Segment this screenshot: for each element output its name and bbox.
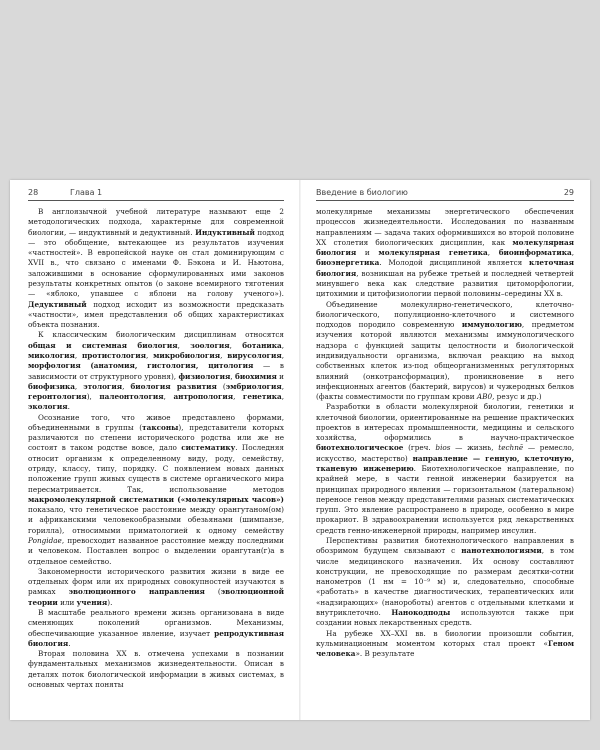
text-run: (греч. — [403, 443, 436, 453]
bold-term: экология — [28, 402, 68, 412]
text-run: Разработки в области молекулярной биологии, генетики и клеточной биологии, ориентированные на решение практических проектов в интересах промышленности, медицины и сельского хозяйства, оформились в научно-практическое — [316, 402, 574, 443]
text-run: — в зависимости от структурного уровня), — [28, 361, 284, 381]
bold-term: направление — генную, клеточную, тканевую инженерию — [316, 453, 574, 474]
text-run: . Молодой дисциплиной является — [379, 258, 530, 268]
right-page — [300, 180, 590, 720]
text-run: В англоязычной учебной литературе называют еще 2 методологических подхода, характерные для современной биологии, — индуктивный и дедуктивный. — [28, 207, 284, 237]
bold-term: эволюционной теории — [28, 587, 284, 607]
text-run: , превосходит названное расстояние между последними и человеком. Поставлен вопрос о выделении орангутан(г)а в отдельное семейство. — [28, 536, 284, 566]
text-run: или — [57, 597, 77, 607]
text-run: молекулярные механизмы энергетического обеспечения процессов жизнедеятельности. Исследования по названным направлениям — задача таких оформившихся во второй половине XX столетия биологических дисциплин, как — [316, 207, 574, 247]
bold-term: биохимия — [235, 371, 277, 381]
bold-term: Индуктивный — [195, 227, 255, 237]
text-run: — жизнь, — [450, 443, 499, 453]
bold-term: молекулярная генетика — [378, 248, 488, 258]
text-run: . Последняя относит организм к определенному виду, роду, семейству, отряду, классу, типу, порядку. С появлением новых данных положение групп живых существ в системе органического мира пересматривается. Так, использование методов — [28, 443, 285, 494]
text-run: и — [356, 248, 379, 258]
bold-term: генетика — [242, 392, 282, 402]
text-run: , резус и др.) — [492, 392, 542, 402]
paragraph — [316, 207, 574, 300]
text-run: Осознание того, что живое представлено формами, объединенными в группы ( — [28, 412, 284, 432]
bold-term: эмбриология — [225, 381, 282, 391]
text-run: В масштабе реального времени жизнь организована в виде сменяющих поколений организмов. Механизмы, обеспечивающие указанное явление, изучает — [28, 607, 284, 638]
bold-term: таксоны — [142, 422, 179, 432]
text-run: , — [74, 381, 84, 391]
left-page — [10, 180, 300, 720]
text-run: , — [571, 248, 575, 258]
bold-term: репродуктивная биология — [28, 628, 284, 648]
right-page-header — [316, 188, 574, 201]
text-run: Закономерности исторического развития жизни в виде ее отдельных форм или их природных совокупностей изучаются в рамках — [28, 566, 284, 597]
text-run: и — [276, 371, 285, 381]
italic-term: technē — [498, 443, 524, 453]
running-head: Введение в биологию — [316, 188, 408, 197]
text-run: ( — [216, 381, 226, 391]
text-run: , — [230, 371, 236, 381]
paragraph — [316, 629, 574, 660]
page-number: 29 — [563, 188, 574, 197]
italic-term: bios — [435, 443, 451, 453]
bold-term: нанотехнологиями — [461, 546, 542, 556]
bold-term: Нанокодподы — [391, 607, 451, 617]
text-run: ». В результате — [355, 649, 415, 659]
right-page-body — [316, 207, 574, 659]
text-run: , — [163, 392, 174, 402]
bold-term: геронтология — [28, 392, 87, 402]
text-run: подход исходит из возможности предсказать «частности», имея представления об общих характеристиках объекта познания. — [28, 299, 284, 330]
text-run: . — [67, 402, 70, 412]
bold-term: протистология — [82, 350, 146, 360]
bold-term: клеточная биология — [316, 258, 574, 278]
book-spread — [10, 180, 590, 720]
paragraph — [28, 649, 284, 690]
bold-term: физиология — [178, 371, 231, 381]
bold-term: палеонтология — [99, 392, 164, 402]
text-run: , — [487, 248, 499, 258]
bold-term: общая и системная биология — [28, 340, 178, 350]
text-run: , — [74, 350, 82, 360]
text-run: ). — [107, 597, 113, 607]
bold-term: учения — [76, 597, 108, 607]
left-page-body — [28, 207, 284, 690]
text-run: ( — [204, 587, 221, 597]
running-head: Глава 1 — [70, 188, 103, 197]
text-run: — ремесло, искусство, мастерство) — [316, 443, 575, 463]
text-run: , — [281, 350, 285, 360]
bold-term: микробиология — [153, 350, 221, 360]
text-run: Вторая половина XX в. отмечена успехами в познании фундаментальных механизмов жизнедеятельности. Описан в деталях поток биологической информации в живых системах, в основных чертах поняты — [28, 649, 284, 689]
text-run: К классическим биологическим дисциплинам относятся — [38, 330, 284, 340]
paragraph — [28, 413, 284, 567]
bold-term: антропология — [173, 392, 234, 402]
paragraph — [28, 207, 284, 330]
bold-term: систематику — [181, 443, 236, 453]
bold-term: биофизика — [28, 381, 75, 391]
text-run: ), представители которых различаются по степени исторического родства или же не состоят в таком родстве вовсе, дало — [28, 422, 284, 453]
bold-term: эволюционного направления — [68, 587, 205, 597]
bold-term: биоинформатика — [498, 248, 572, 258]
text-run: , предметом изучения которой являются механизмы иммунологического надзора с функцией защиты целостности и биологической индивидуальности организма, включая реакцию на выход собственных клеток из-под общеорганизменных регуляторных влияний (онкотрансформация), проникновение в него инфекционных агентов (бактерий, вирусов) и чужеродных белков (факты совместимости по группам крови — [316, 320, 574, 402]
bold-term: (анатомия, гистология, цитология — [90, 361, 254, 371]
text-run: , — [281, 381, 285, 391]
text-run: , в том числе медицинского назначения. Их основу составляют конструкции, не превосходящие по размерам десятки-сотни нанометров (1 нм = 10⁻⁹ м) и, следовательно, способные «работать» в качестве диагностических, терапевтических или «надзирающих» (нанороботы) агентов с отдельными клетками и внутриклеточно. — [316, 546, 574, 617]
bold-term: Дедуктивный — [28, 299, 87, 309]
bold-term: вирусология — [227, 350, 282, 360]
text-run: , — [145, 350, 154, 360]
text-run: , — [229, 340, 243, 350]
bold-term: иммунологию — [461, 320, 522, 330]
text-run: Перспективы развития биотехнологического направления в обозримом будущем связывают с — [316, 536, 574, 556]
paragraph — [316, 300, 574, 403]
text-run: , — [122, 381, 131, 391]
italic-term: AB0 — [476, 392, 493, 402]
bold-term: Геном человека — [316, 638, 574, 659]
bold-term: микология — [28, 350, 75, 360]
paragraph — [28, 608, 284, 649]
text-run — [81, 361, 91, 370]
bold-term: молекулярная биология — [316, 237, 574, 258]
paragraph — [28, 567, 284, 608]
text-run: , возникшая на рубеже третьей и последней четвертей минувшего века как следствие развития цитоморфологии, цитохимии и цитофизиологии первой половины–середины XX в. — [316, 268, 574, 299]
text-run: , — [281, 340, 285, 350]
bold-term: зоология — [190, 340, 230, 350]
text-run: Объединение молекулярно-генетического, клеточно-биологического, популяционно-клеточного и системного подходов породило современную — [316, 299, 574, 330]
text-run: . Биотехнологическое направление, по крайней мере, в части генной инженерии базируется на принципах природного явления — горизонтальном (латеральном) переносе генов между представителями разных систематических групп. Это явление распространено в природе, особенно в мире прокариот. В здравоохранении используется ряд лекарственных средств генно-инженерной природы, например инсулин. — [316, 464, 574, 535]
text-run: показало, что генетическое расстояние между орангутаном(ом) и африканскими человекообразными обезьянами (шимпанзе, горилла), относимыми приматологией к одному семейству — [28, 505, 284, 535]
bold-term: биоэнергетика — [316, 258, 380, 268]
text-run: подход — это обобщение, вытекающее из результатов изучения «частностей». В европейской науке он стал доминирующим с XVII в., что связано с именами Ф. Бэкона и И. Ньютона, заложившими в основание сформулированных ими законов результаты конкретных опытов (о законе всемирного тяготения — «яблоко, упавшее с яблони на голову ученого»). — [28, 227, 284, 299]
bold-term: ботаника — [242, 340, 282, 350]
text-run: , — [177, 340, 191, 350]
text-run: , — [281, 392, 284, 402]
text-run: На рубеже XX–XXI вв. в биологии произошли события, кульминационным моментом которых стал проект « — [316, 628, 574, 648]
page-number: 28 — [28, 188, 39, 197]
bold-term: биология развития — [130, 381, 217, 391]
bold-term: макромолекулярной систематики («молекулярных часов») — [28, 494, 284, 504]
bold-term: этология — [83, 381, 123, 391]
bold-term: биотехнологическое — [316, 443, 404, 453]
paragraph — [316, 402, 574, 536]
italic-term: Pongidae — [28, 536, 62, 545]
text-run: используются также при создании новых лекарственных средств. — [316, 607, 574, 628]
left-page-header — [28, 188, 284, 201]
bold-term: морфология — [28, 361, 81, 371]
text-run: ), — [86, 392, 100, 402]
text-run: . — [68, 638, 71, 648]
text-run: , — [233, 392, 243, 402]
text-run: , — [220, 350, 228, 360]
paragraph — [316, 536, 574, 629]
paragraph — [28, 330, 284, 412]
